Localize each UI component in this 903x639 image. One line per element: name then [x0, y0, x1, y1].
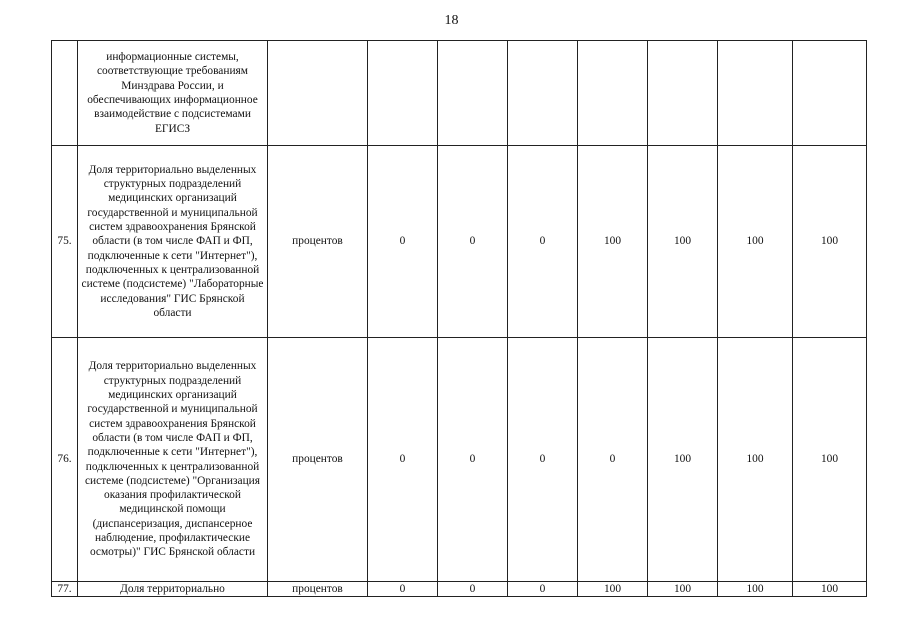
indicator-name: Доля территориально выделенных структурных подразделений медицинских организаций государственной и муниципальной систем здравоохранения Брянской области (в том числе ФАП и ФП, подключенные к сети "Интернет"), подключенных к централизованной системе (подсистеме) "Лабораторные исследования" ГИС Брянской области	[78, 146, 268, 338]
value-cell: 100	[578, 146, 648, 338]
row-number	[52, 41, 78, 146]
unit-cell: процентов	[268, 338, 368, 582]
indicator-name: Доля территориально выделенных структурных подразделений медицинских организаций государственной и муниципальной систем здравоохранения Брянской области (в том числе ФАП и ФП, подключенные к сети "Интернет"), подключенных к централизованной системе (подсистеме) "Организация оказания профилактической медицинской помощи (диспансеризация, диспансерное наблюдение, профилактические осмотры)" ГИС Брянской области	[78, 338, 268, 582]
value-cell: 0	[508, 146, 578, 338]
value-cell: 100	[718, 338, 793, 582]
page-number: 18	[444, 13, 459, 28]
value-cell	[718, 41, 793, 146]
value-cell	[368, 41, 438, 146]
value-cell: 0	[368, 582, 438, 597]
value-cell: 100	[793, 146, 867, 338]
table-row	[52, 41, 867, 146]
unit-cell: процентов	[268, 582, 368, 597]
value-cell: 0	[368, 338, 438, 582]
value-cell: 100	[578, 582, 648, 597]
row-number: 75.	[52, 146, 78, 338]
table-row	[52, 582, 867, 597]
value-cell: 100	[718, 582, 793, 597]
value-cell: 0	[578, 338, 648, 582]
value-cell: 100	[793, 582, 867, 597]
value-cell: 100	[718, 146, 793, 338]
indicators-table	[51, 40, 867, 597]
value-cell: 100	[793, 338, 867, 582]
value-cell: 100	[648, 582, 718, 597]
value-cell: 100	[648, 146, 718, 338]
value-cell: 100	[648, 338, 718, 582]
table-row	[52, 338, 867, 582]
value-cell	[508, 41, 578, 146]
table-row	[52, 146, 867, 338]
value-cell: 0	[438, 582, 508, 597]
unit-cell	[268, 41, 368, 146]
value-cell: 0	[438, 146, 508, 338]
value-cell: 0	[438, 338, 508, 582]
value-cell	[438, 41, 508, 146]
value-cell	[793, 41, 867, 146]
indicator-name: информационные системы, соответствующие требованиям Минздрава России, и обеспечивающих информационное взаимодействие с подсистемами ЕГИСЗ	[78, 41, 268, 146]
row-number: 77.	[52, 582, 78, 597]
row-number: 76.	[52, 338, 78, 582]
value-cell: 0	[508, 582, 578, 597]
indicator-name: Доля территориально	[78, 582, 268, 597]
value-cell	[648, 41, 718, 146]
unit-cell: процентов	[268, 146, 368, 338]
value-cell	[578, 41, 648, 146]
value-cell: 0	[508, 338, 578, 582]
value-cell: 0	[368, 146, 438, 338]
